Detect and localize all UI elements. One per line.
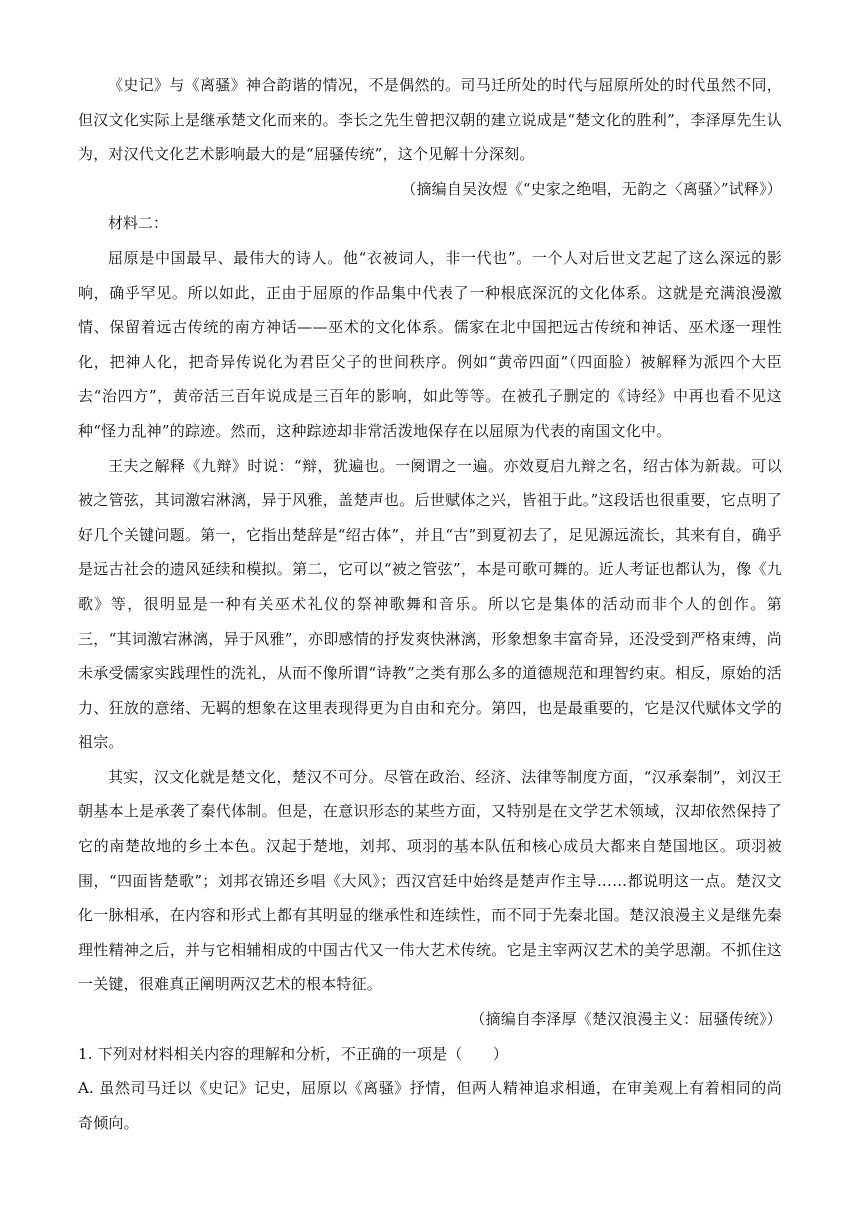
material2-source: （摘编自李泽厚《楚汉浪漫主义：屈骚传统》） (470, 1010, 782, 1029)
material1-source: （摘编自吴汝煜《“史家之绝唱，无韵之〈离骚〉”试释》） (401, 179, 782, 198)
material2-label: 材料二： (108, 214, 169, 233)
question-1-stem: 1. 下列对材料相关内容的理解和分析，不正确的一项是（ ） (78, 1044, 509, 1063)
material2-paragraph-1: 屈原是中国最早、最伟大的诗人。他“衣被词人，非一代也”。一个人对后世文艺起了这么深远的影响，确乎罕见。所以如此，正由于屈原的作品集中代表了一种根底深沉的文化体系。这就是充满浪漫激情、保留着远古传统的南方神话——巫术的文化体系。儒家在北中国把远古传统和神话、巫术逐一理性化，把神人化，把奇异传说化为君臣父子的世间秩序。例如“黄帝四面”（四面脸）被解释为派四个大臣去“治四方”，黄帝活三百年说成是三百年的影响，如此等等。在被孔子删定的《诗经》中再也看不见这种“怪力乱神”的踪迹。然而，这种踪迹却非常活泼地保存在以屈原为代表的南国文化中。 (78, 248, 782, 440)
question-1-option-a: A. 虽然司马迁以《史记》记史，屈原以《离骚》抒情，但两人精神追求相通，在审美观上有着相同的尚奇倾向。 (78, 1079, 782, 1132)
document-page (78, 68, 782, 1140)
material2-paragraph-2: 王夫之解释《九辩》时说：“辩，犹遍也。一阕谓之一遍。亦效夏启九辩之名，绍古体为新裁。可以被之管弦，其词激宕淋漓，异于风雅，盖楚声也。后世赋体之兴，皆祖于此。”这段话也很重要，它点明了好几个关键问题。第一，它指出楚辞是“绍古体”，并且“古”到夏初去了，足见源远流长，其来有自，确乎是远古社会的遗风延续和模拟。第二，它可以“被之管弦”，本是可歌可舞的。近人考证也都认为，像《九歌》等，很明显是一种有关巫术礼仪的祭神歌舞和音乐。所以它是集体的活动而非个人的创作。第三，“其词激宕淋漓，异于风雅”，亦即感情的抒发爽快淋漓，形象想象丰富奇异，还没受到严格束缚，尚未承受儒家实践理性的洗礼，从而不像所谓“诗教”之类有那么多的道德规范和理智约束。相反，原始的活力、狂放的意绪、无羁的想象在这里表现得更为自由和充分。第四，也是最重要的，它是汉代赋体文学的祖宗。 (78, 456, 782, 752)
material1-closing-paragraph: 《史记》与《离骚》神合韵谐的情况，不是偶然的。司马迁所处的时代与屈原所处的时代虽然不同，但汉文化实际上是继承楚文化而来的。李长之先生曾把汉朝的建立说成是“楚文化的胜利”，李泽厚先生认为，对汉代文化艺术影响最大的是“屈骚传统”，这个见解十分深刻。 (78, 76, 782, 164)
material2-paragraph-3: 其实，汉文化就是楚文化，楚汉不可分。尽管在政治、经济、法律等制度方面，“汉承秦制”，刘汉王朝基本上是承袭了秦代体制。但是，在意识形态的某些方面，又特别是在文学艺术领域，汉却依然保持了它的南楚故地的乡土本色。汉起于楚地，刘邦、项羽的基本队伍和核心成员大都来自楚国地区。项羽被围，“四面皆楚歌”；刘邦衣锦还乡唱《大风》；西汉宫廷中始终是楚声作主导……都说明这一点。楚汉文化一脉相承，在内容和形式上都有其明显的继承性和连续性，而不同于先秦北国。楚汉浪漫主义是继先秦理性精神之后，并与它相辅相成的中国古代又一伟大艺术传统。它是主宰两汉艺术的美学思潮。不抓住这一关键，很难真正阐明两汉艺术的根本特征。 (78, 767, 782, 994)
